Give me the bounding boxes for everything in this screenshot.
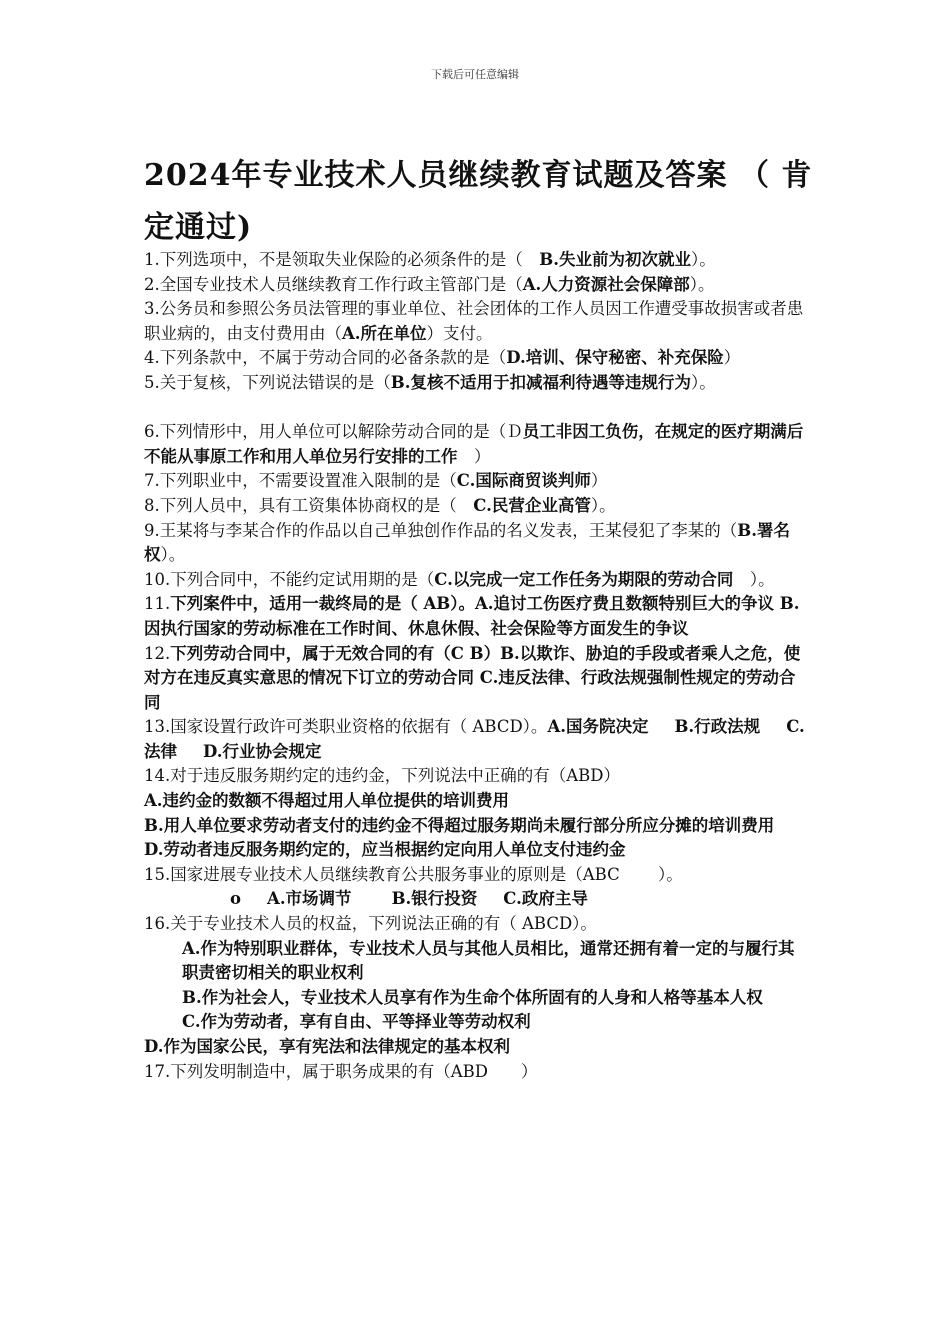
question-end: ）。 <box>690 372 716 392</box>
option-a: A.违约金的数额不得超过用人单位提供的培训费用 <box>144 791 510 811</box>
question-12 <box>144 642 810 716</box>
option-c: C.作为劳动者，享有自由、平等择业等劳动权利 <box>182 1012 531 1032</box>
question-text: 6.下列情形中，用人单位可以解除劳动合同的是（Ｄ <box>144 422 523 442</box>
document-body <box>144 248 810 1084</box>
answer-text: 员工非因工负伤，在规定的医疗期满后不能从事原工作和用人单位另行安排的工作 <box>144 422 804 466</box>
question-text: 1.下列选项中，不是领取失业保险的必须条件的是（ <box>144 250 540 269</box>
option-d: D.劳动者违反服务期约定的，应当根据约定向用人单位支付违约金 <box>144 840 626 860</box>
answer-text: A.人力资源社会保障部 <box>522 274 690 294</box>
question-17: 17.下列发明制造中，属于职务成果的有（ABD ） <box>144 1061 538 1081</box>
question-end: ） <box>723 348 741 368</box>
answer-text: B.失业前为初次就业 <box>539 250 691 269</box>
answer-text: B.复核不适用于扣减福利待遇等违规行为 <box>390 372 691 392</box>
answer-text: C.以完成一定工作任务为期限的劳动合同 <box>434 569 734 589</box>
question-end: ）。 <box>160 545 186 565</box>
option-bc <box>144 986 810 1035</box>
answer-text: A.所在单位 <box>342 323 427 343</box>
document-title: 2024年专业技术人员继续教育试题及答案 （ 肯定通过) <box>144 158 813 245</box>
question-end: ） <box>457 446 491 466</box>
question-9 <box>144 519 810 568</box>
answer-text: C.民营企业高管 <box>473 495 591 515</box>
option-b: B.行政法规 <box>674 717 761 737</box>
question-text: 12. <box>144 643 171 663</box>
question-end: ）。 <box>590 495 616 515</box>
question-2 <box>144 273 810 298</box>
question-4 <box>144 346 810 371</box>
page-header: 下载后可任意编辑 <box>431 68 519 81</box>
question-text: 4.下列条款中，不属于劳动合同的必备条款的是（ <box>144 348 507 368</box>
question-end: ）。 <box>690 250 716 269</box>
question-13 <box>144 715 810 764</box>
question-8 <box>144 494 810 519</box>
question-3 <box>144 297 810 346</box>
question-10 <box>144 568 810 593</box>
question-16: 16.关于专业技术人员的权益，下列说法正确的有（ ABCD）。 <box>144 914 597 934</box>
option-a: A.国务院决定 <box>547 717 649 737</box>
spacer <box>144 396 810 421</box>
question-text: 8.下列人员中，具有工资集体协商权的是（ <box>144 495 474 515</box>
option-b: B.银行投资 <box>391 889 478 909</box>
question-end: ） <box>590 471 608 491</box>
question-14: 14.对于违反服务期约定的违约金，下列说法中正确的有（ABD） <box>144 766 621 786</box>
bullet-icon: o <box>230 889 242 909</box>
answer-text: B.署名权 <box>144 520 790 565</box>
option-c: C.法律 <box>144 717 805 761</box>
question-7 <box>144 469 810 494</box>
question-text: 2.全国专业技术人员继续教育工作行政主管部门是（ <box>144 274 523 294</box>
question-end: ）。 <box>689 274 715 294</box>
question-11 <box>144 592 810 641</box>
question-text: 13.国家设置行政许可类职业资格的依据有（ ABCD）。 <box>144 717 548 737</box>
option-b: B.用人单位要求劳动者支付的违约金不得超过服务期尚未履行部分所应分摊的培训费用 <box>144 815 775 835</box>
answer-text: D.培训、保守秘密、补充保险 <box>506 348 724 368</box>
question-text: 7.下列职业中，不需要设置准入限制的是（ <box>144 471 457 491</box>
answer-text: 下列案件中，适用一裁终局的是（ AB）。A.追讨工伤医疗费且数额特别巨大的争议 B.因执行国家的劳动标准在工作时间、休息休假、社会保险等方面发生的争议 <box>144 594 800 638</box>
question-text: 3.公务员和参照公务员法管理的事业单位、社会团体的工作人员因工作遭受事故损害或者患职业病的，由支付费用由（ <box>144 299 804 343</box>
question-text: 5.关于复核，下列说法错误的是（ <box>144 372 391 392</box>
option-d: D.行业协会规定 <box>203 741 322 761</box>
answer-text: C.国际商贸谈判师 <box>456 471 591 491</box>
answer-text: 下列劳动合同中，属于无效合同的有（C B）B.以欺诈、胁迫的手段或者乘人之危，使对方在违反真实意思的情况下订立的劳动合同 C.违反法律、行政法规强制性规定的劳动合同 <box>144 643 801 712</box>
option-list <box>144 887 810 912</box>
question-text: 9.王某将与李某合作的作品以自己单独创作作品的名义发表，王某侵犯了李某的（ <box>144 520 738 540</box>
question-end: ）。 <box>733 569 775 589</box>
option-d: D.作为国家公民，享有宪法和法律规定的基本权利 <box>144 1037 510 1056</box>
option-c: C.政府主导 <box>503 889 588 909</box>
question-15: 15.国家进展专业技术人员继续教育公共服务事业的原则是（ABC ）。 <box>144 864 683 884</box>
option-a: A.市场调节 <box>267 889 352 909</box>
question-6 <box>144 420 810 469</box>
question-5 <box>144 371 810 396</box>
question-end: ）支付。 <box>426 323 493 343</box>
question-1 <box>144 248 810 273</box>
option-a: A.作为特别职业群体，专业技术人员与其他人员相比，通常还拥有着一定的与履行其职责密切相关的职业权利 <box>182 938 795 983</box>
option-b: B.作为社会人，专业技术人员享有作为生命个体所固有的人身和人格等基本人权 <box>182 987 763 1007</box>
question-text: 10.下列合同中，不能约定试用期的是（ <box>144 569 435 589</box>
question-text: 11. <box>144 594 171 614</box>
